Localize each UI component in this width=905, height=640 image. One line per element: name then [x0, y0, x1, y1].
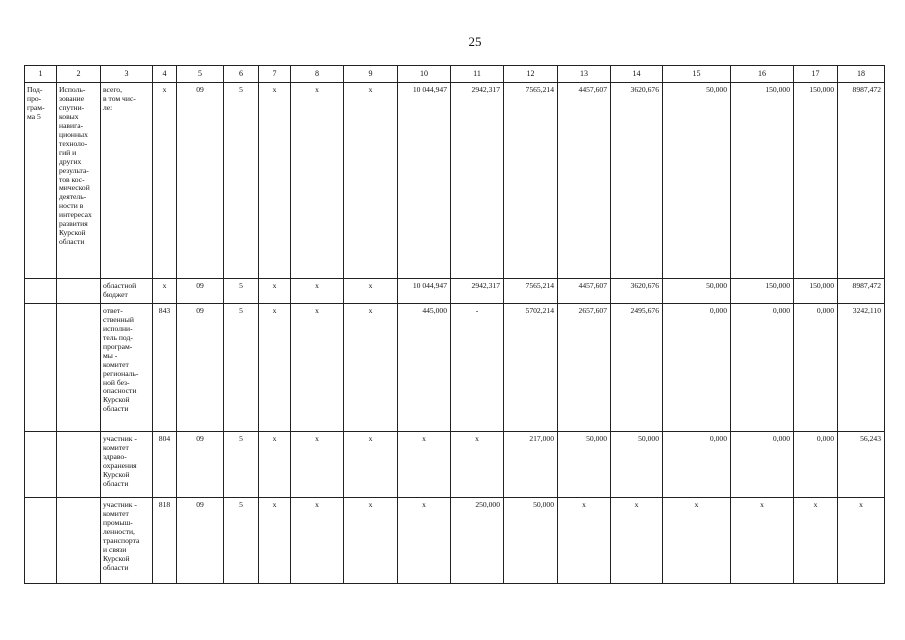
- row-label: ответ- ственный исполни- тель под- програм- мы - комитет региональ- ной без- опасности Курской области: [101, 303, 153, 431]
- value-cell: 10 044,947: [398, 83, 451, 279]
- empty-cell: [25, 279, 57, 304]
- value-cell: x: [291, 279, 344, 304]
- value-cell: 150,000: [731, 83, 794, 279]
- value-cell: 09: [177, 431, 224, 497]
- header-cell: 14: [611, 66, 663, 83]
- value-cell: 09: [177, 497, 224, 583]
- header-cell: 16: [731, 66, 794, 83]
- table-row: [25, 83, 885, 279]
- value-cell: 3620,676: [611, 83, 663, 279]
- value-cell: x: [291, 431, 344, 497]
- value-cell: 5: [224, 83, 259, 279]
- value-cell: 50,000: [504, 497, 558, 583]
- page-number: 25: [468, 34, 482, 49]
- value-cell: 150,000: [794, 279, 838, 304]
- value-cell: 843: [153, 303, 177, 431]
- value-cell: x: [153, 83, 177, 279]
- value-cell: x: [259, 83, 291, 279]
- value-cell: x: [398, 497, 451, 583]
- value-cell: 804: [153, 431, 177, 497]
- table-row: [25, 497, 885, 583]
- value-cell: 5: [224, 279, 259, 304]
- value-cell: x: [794, 497, 838, 583]
- header-cell: 5: [177, 66, 224, 83]
- value-cell: x: [344, 279, 398, 304]
- value-cell: 2942,317: [451, 279, 504, 304]
- value-cell: 445,000: [398, 303, 451, 431]
- value-cell: x: [451, 431, 504, 497]
- value-cell: 818: [153, 497, 177, 583]
- empty-cell: [57, 279, 101, 304]
- header-cell: 15: [663, 66, 731, 83]
- header-cell: 10: [398, 66, 451, 83]
- row-label: участник - комитет промыш- ленности, транспорта и связи Курской области: [101, 497, 153, 583]
- value-cell: x: [558, 497, 611, 583]
- value-cell: 8987,472: [838, 83, 885, 279]
- value-cell: x: [611, 497, 663, 583]
- value-cell: 5: [224, 497, 259, 583]
- value-cell: 50,000: [558, 431, 611, 497]
- header-cell: 7: [259, 66, 291, 83]
- value-cell: 09: [177, 83, 224, 279]
- value-cell: x: [259, 279, 291, 304]
- header-cell: 6: [224, 66, 259, 83]
- header-cell: 8: [291, 66, 344, 83]
- empty-cell: [57, 303, 101, 431]
- header-cell: 18: [838, 66, 885, 83]
- value-cell: 50,000: [663, 279, 731, 304]
- value-cell: x: [398, 431, 451, 497]
- row-label: областной бюджет: [101, 279, 153, 304]
- value-cell: 0,000: [663, 431, 731, 497]
- row-label: участник - комитет здраво- охранения Курской области: [101, 431, 153, 497]
- value-cell: 09: [177, 303, 224, 431]
- header-row: [25, 66, 885, 83]
- value-cell: x: [731, 497, 794, 583]
- value-cell: 50,000: [611, 431, 663, 497]
- value-cell: x: [344, 431, 398, 497]
- value-cell: 250,000: [451, 497, 504, 583]
- value-cell: 2495,676: [611, 303, 663, 431]
- value-cell: 5: [224, 303, 259, 431]
- empty-cell: [57, 431, 101, 497]
- header-cell: 2: [57, 66, 101, 83]
- header-cell: 3: [101, 66, 153, 83]
- value-cell: 150,000: [731, 279, 794, 304]
- subprogram-label: Под- про- грам- ма 5: [25, 83, 57, 279]
- header-cell: 1: [25, 66, 57, 83]
- empty-cell: [25, 497, 57, 583]
- row-label: всего, в том чис- ле:: [101, 83, 153, 279]
- value-cell: 0,000: [794, 303, 838, 431]
- header-cell: 13: [558, 66, 611, 83]
- value-cell: 0,000: [794, 431, 838, 497]
- value-cell: 150,000: [794, 83, 838, 279]
- value-cell: 2942,317: [451, 83, 504, 279]
- value-cell: x: [344, 303, 398, 431]
- header-cell: 11: [451, 66, 504, 83]
- subprogram-name: Исполь- зование спутни- ковых навига- ционных техноло- гий и других результа- тов кос- мической деятель- ности в интересах развития Курской области: [57, 83, 101, 279]
- value-cell: 7565,214: [504, 279, 558, 304]
- empty-cell: [57, 497, 101, 583]
- value-cell: x: [291, 83, 344, 279]
- value-cell: 5702,214: [504, 303, 558, 431]
- value-cell: 3620,676: [611, 279, 663, 304]
- value-cell: 09: [177, 279, 224, 304]
- value-cell: 217,000: [504, 431, 558, 497]
- value-cell: -: [451, 303, 504, 431]
- header-cell: 9: [344, 66, 398, 83]
- value-cell: x: [153, 279, 177, 304]
- table-row: [25, 303, 885, 431]
- value-cell: 5: [224, 431, 259, 497]
- value-cell: x: [291, 303, 344, 431]
- header-cell: 17: [794, 66, 838, 83]
- value-cell: 2657,607: [558, 303, 611, 431]
- value-cell: 56,243: [838, 431, 885, 497]
- value-cell: 3242,110: [838, 303, 885, 431]
- header-cell: 12: [504, 66, 558, 83]
- value-cell: 7565,214: [504, 83, 558, 279]
- value-cell: 0,000: [663, 303, 731, 431]
- table-row: [25, 431, 885, 497]
- value-cell: 4457,607: [558, 83, 611, 279]
- budget-table: [24, 65, 885, 584]
- empty-cell: [25, 431, 57, 497]
- value-cell: x: [259, 431, 291, 497]
- table-row: [25, 279, 885, 304]
- value-cell: x: [344, 83, 398, 279]
- value-cell: x: [291, 497, 344, 583]
- value-cell: x: [344, 497, 398, 583]
- value-cell: 4457,607: [558, 279, 611, 304]
- empty-cell: [25, 303, 57, 431]
- value-cell: x: [259, 497, 291, 583]
- value-cell: 50,000: [663, 83, 731, 279]
- value-cell: 0,000: [731, 303, 794, 431]
- value-cell: 0,000: [731, 431, 794, 497]
- value-cell: x: [663, 497, 731, 583]
- header-cell: 4: [153, 66, 177, 83]
- value-cell: 8987,472: [838, 279, 885, 304]
- value-cell: x: [838, 497, 885, 583]
- value-cell: x: [259, 303, 291, 431]
- value-cell: 10 044,947: [398, 279, 451, 304]
